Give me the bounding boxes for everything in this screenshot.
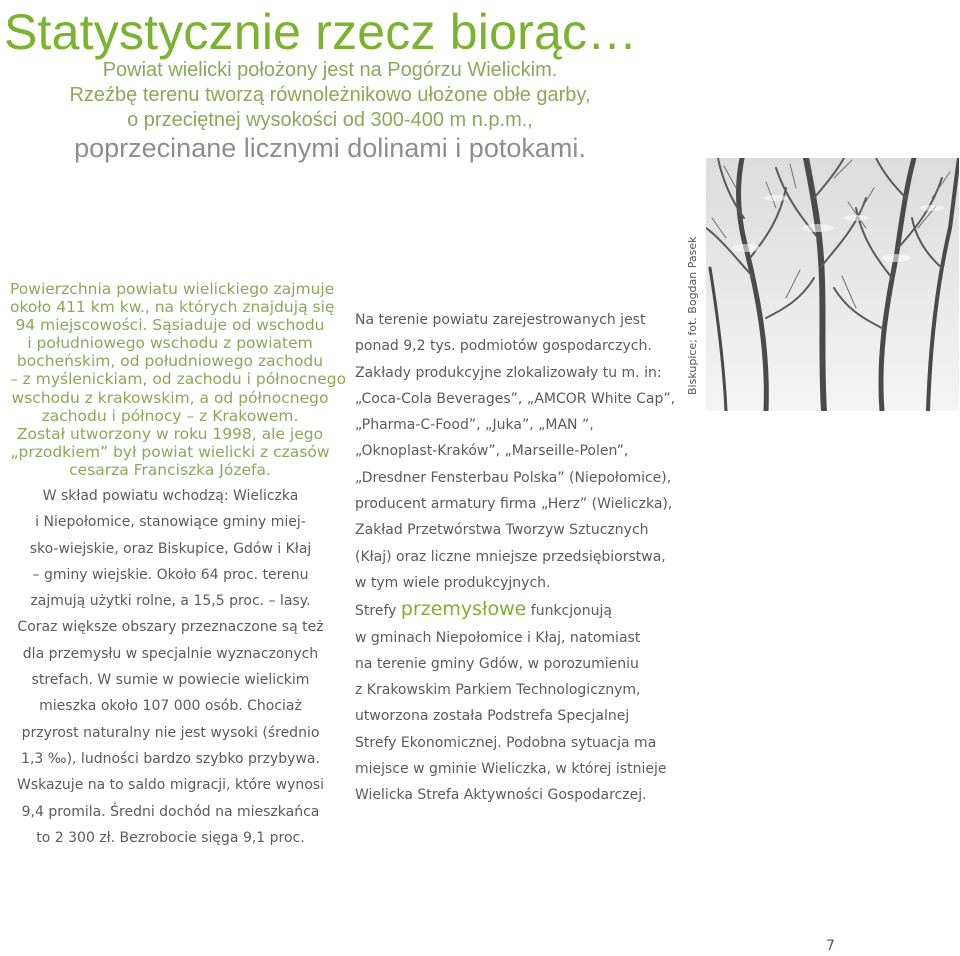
body-line: Wielicka Strefa Aktywności Gospodarczej. — [355, 787, 647, 804]
body-line: strefach. W sumie w powiecie wielickim — [31, 672, 310, 689]
snowy-trees-photo — [706, 158, 959, 411]
area-line: „przodkiem” był powiat wielicki z czasów — [10, 442, 330, 461]
strefy-line — [355, 596, 685, 624]
body-line: i Niepołomice, stanowiące gminy miej- — [35, 514, 306, 531]
area-line: – z myślenickiam, od zachodu i północnego — [10, 370, 347, 389]
body-line: 9,4 promila. Średni dochód na mieszkańca — [21, 803, 320, 820]
body-line: „Dresdner Fensterbau Polska” (Niepołomice), — [355, 469, 672, 486]
body-line: Wskazuje na to saldo migracji, które wynosi — [17, 777, 324, 794]
intro-text — [20, 58, 640, 163]
intro-line: Rzeźbę terenu tworzą równoleżnikowo ułożone obłe garby, — [69, 84, 591, 106]
photo-credit-text: Biskupice; fot. Bogdan Pasek — [686, 236, 699, 395]
body-line: utworzona została Podstrefa Specjalnej — [355, 708, 630, 725]
area-line: Powierzchnia powiatu wielickiego zajmuje — [10, 280, 335, 298]
body-line: Na terenie powiatu zarejestrowanych jest — [355, 312, 646, 328]
body-line: to 2 300 zł. Bezrobocie sięga 9,1 proc. — [36, 829, 305, 846]
area-line: cesarza Franciszka Józefa. — [69, 460, 271, 479]
body-line: 1,3 ‰), ludności bardzo szybko przybywa. — [21, 750, 320, 767]
intro-last-line: poprzecinane licznymi dolinami i potokami. — [74, 133, 586, 163]
body-line: „Coca-Cola Beverages”, „AMCOR White Cap”, — [355, 390, 676, 407]
body-line: W skład powiatu wchodzą: Wieliczka — [42, 488, 299, 504]
intro-line: o przeciętnej wysokości od 300-400 m n.p.m., — [127, 109, 533, 131]
body-line: przyrost naturalny nie jest wysoki (średnio — [21, 724, 320, 741]
body-line: Zakłady produkcyjne zlokalizowały tu m. in: — [355, 364, 662, 381]
page-title: Statystycznie rzecz biorąc… — [4, 4, 638, 60]
area-line: bocheńskim, od południowego zachodu — [16, 352, 324, 371]
area-line: i południowego wschodu z powiatem — [27, 334, 313, 353]
area-description — [10, 280, 347, 479]
body-line: dla przemysłu w specjalnie wyznaczonych — [22, 645, 319, 662]
page-number: 7 — [826, 938, 835, 954]
area-line: 94 miejscowości. Sąsiaduje od wschodu — [15, 316, 325, 335]
area-line: zachodu i północy – z Krakowem. — [41, 406, 299, 425]
body-line: ponad 9,2 tys. podmiotów gospodarczych. — [355, 338, 652, 355]
body-line: z Krakowskim Parkiem Technologicznym, — [355, 682, 641, 699]
body-line: mieszka około 107 000 osób. Chociaż — [39, 698, 302, 715]
intro-line: Powiat wielicki położony jest na Pogórzu Wielickim. — [102, 59, 558, 81]
body-line: zajmują użytki rolne, a 15,5 proc. – lasy. — [30, 593, 311, 610]
body-line: miejsce w gminie Wieliczka, w której istnieje — [355, 761, 667, 778]
body-line: w gminach Niepołomice i Kłaj, natomiast — [355, 629, 641, 646]
photo-credit — [686, 236, 702, 635]
strefy-suffix: funkcjonują — [526, 603, 612, 620]
strefy-prefix: Strefy — [355, 603, 401, 620]
body-line: w tym wiele produkcyjnych. — [355, 574, 551, 591]
area-line: Został utworzony w roku 1998, ale jego — [16, 424, 324, 443]
highlight-word: przemysłowe — [400, 598, 527, 621]
area-line: około 411 km kw., na których znajdują się — [10, 298, 335, 317]
body-line: „Pharma-C-Food”, „Juka”, „MAN ”, — [355, 417, 594, 434]
body-line: Zakład Przetwórstwa Tworzyw Sztucznych — [355, 522, 649, 539]
body-line: sko-wiejskie, oraz Biskupice, Gdów i Kłaj — [29, 540, 312, 557]
body-line: Coraz większe obszary przeznaczone są też — [17, 619, 324, 636]
body-line: na terenie gminy Gdów, w porozumieniu — [355, 655, 639, 672]
body-line: „Oknoplast-Kraków”, „Marseille-Polen”, — [355, 443, 629, 460]
body-line: Strefy Ekonomicznej. Podobna sytuacja ma — [355, 734, 657, 751]
body-line: (Kłaj) oraz liczne mniejsze przedsiębiorstwa, — [355, 548, 666, 565]
body-line: – gminy wiejskie. Około 64 proc. terenu — [32, 566, 309, 583]
demographics-column — [8, 483, 333, 851]
economy-column — [355, 307, 685, 809]
area-line: wschodu z krakowskim, a od północnego — [11, 388, 329, 407]
body-line: producent armatury firma „Herz” (Wieliczka), — [355, 496, 673, 513]
